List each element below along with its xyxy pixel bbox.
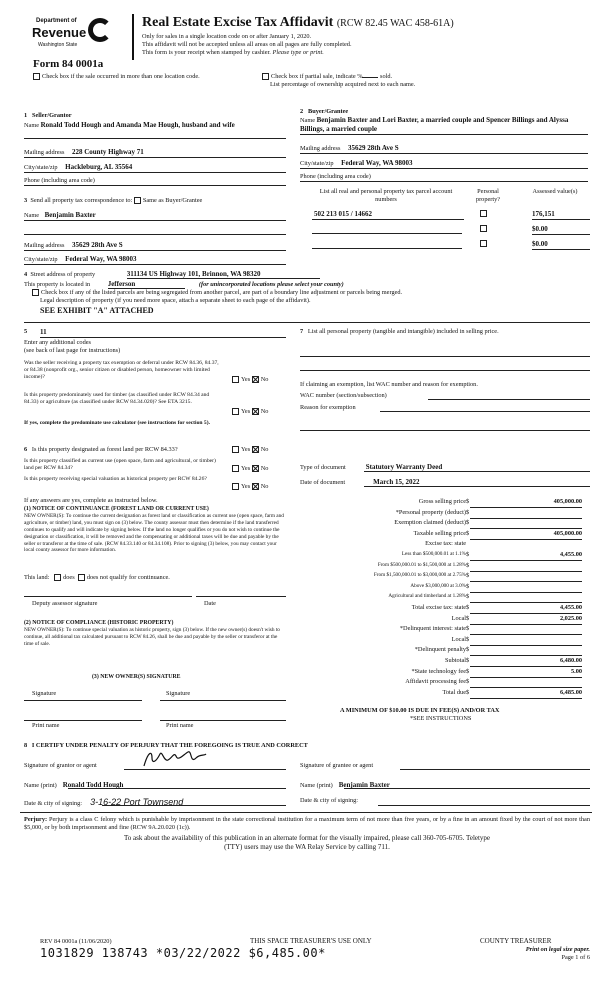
tax-row-label: Above $3,000,000 at 3.0% (410, 582, 466, 589)
dollar-sign: $ (466, 614, 470, 622)
street-label: Street address of property (30, 271, 96, 278)
personal-property-checkbox[interactable] (480, 225, 487, 232)
owner-print-label-2: Print name (166, 722, 194, 729)
location-label: This property is located in (24, 281, 91, 288)
wac-field[interactable] (300, 392, 590, 400)
tax-row-value[interactable]: 6,480.00 (470, 657, 582, 667)
parcel-number-input[interactable] (312, 225, 462, 234)
seller-section-number: 1 (24, 112, 28, 119)
does-checkbox[interactable] (54, 574, 61, 581)
street-section-number: 4 (24, 271, 28, 278)
parcel-header-assessed: Assessed value(s) (532, 188, 578, 195)
sold-label: sold. (380, 73, 393, 80)
tax-row (300, 551, 590, 561)
owner-sig-line-2[interactable] (160, 700, 286, 701)
sec5-q3: If yes, complete the predominate use calculator (see instructions for section 5). (24, 420, 210, 426)
tax-row (300, 498, 590, 508)
tax-row (300, 572, 590, 582)
seller-city-value: Hackleburg, AL 35564 (65, 163, 133, 171)
grantor-sig-label: Signature of grantor or agent (24, 762, 97, 769)
dollar-sign: $ (466, 582, 470, 590)
tax-row-label: Subtotal (445, 657, 466, 664)
dollar-sign: $ (466, 688, 470, 696)
tax-row-value[interactable]: 405,000.00 (470, 530, 582, 540)
partial-sale-label: Check box if partial sale, indicate % (271, 73, 363, 80)
yes-label: Yes (241, 483, 251, 490)
form-number: Form 84 0001a (33, 58, 104, 70)
dollar-sign: $ (466, 508, 470, 516)
dollar-sign: $ (466, 667, 470, 675)
sec6-q4: If any answers are yes, complete as instructed below. (24, 497, 158, 504)
tax-row-label: Local (451, 614, 466, 622)
percentage-note: List percentage of ownership acquired next to each name. (270, 81, 416, 88)
multi-location-checkbox[interactable] (33, 73, 40, 80)
grantee-sig-field[interactable] (300, 762, 590, 770)
assessed-value-input[interactable]: $0.00 (532, 225, 590, 235)
grantor-date-field[interactable] (24, 797, 286, 808)
owner-print-label-1: Print name (32, 722, 60, 729)
tax-row (300, 657, 590, 667)
title-text: Real Estate Excise Tax Affidavit (142, 15, 334, 30)
tax-row-label: Less than $500,000.01 at 1.1% (401, 551, 466, 557)
buyer-city-label: City/state/zip (300, 160, 334, 167)
tax-row (300, 646, 590, 656)
tax-row (300, 678, 590, 688)
segregated-label: Check box if any of the listed parcels are being segregated from another parcel, are part of a boundary line adjustment or parcels being merged. (41, 289, 403, 296)
tax-row-value[interactable]: 6,485.00 (470, 689, 582, 699)
seller-name-value: Ronald Todd Hough and Amanda Mae Hough, husband and wife (40, 121, 235, 129)
notice-continuance-text: NEW OWNER(S): To continue the current designation as forest land or classification as current use (open space, farm and agriculture, or timber) land, you must sign on (3) below. The county assessor must then determine if the land transferred continues to qualify and will indicate by signing below. If the land no longer qualifies or you do not wish to continue the designation or classification, it will be removed and the compensating or additional taxes will be due and payable by the seller or transferor at the time of sale. (RCW 84.33.140 or 84.34.108). Prior to signing (3) below, you may contact your local county assessor for more information. (24, 513, 284, 554)
tax-row-value[interactable] (470, 572, 582, 582)
owner-sig-label-2: Signature (166, 690, 191, 697)
tax-row-label: Gross selling price (418, 498, 466, 505)
treasurer-receipt-stamp: 1031829 138743 *03/22/2022 $6,485.00* (40, 946, 326, 960)
land-label: This land: (24, 574, 50, 581)
page-number: Page 1 of 6 (561, 954, 590, 961)
correspondence-city-field[interactable] (24, 255, 286, 265)
personal-property-checkbox[interactable] (480, 240, 487, 247)
corr-city-label: City/state/zip (24, 256, 58, 263)
note3-text: This form is your receipt when stamped by cashier. (142, 49, 271, 56)
sec6-number: 6 (24, 446, 28, 453)
tax-row-value[interactable]: 2,025.00 (470, 615, 582, 625)
sec5-code[interactable]: 11 (40, 328, 286, 338)
buyer-mail-value: 35629 28th Ave S (347, 144, 399, 152)
tax-row-label: *State technology fee (411, 667, 466, 675)
revenue-logo (28, 14, 118, 54)
multi-location-check[interactable] (33, 73, 200, 81)
grantee-sig-label: Signature of grantee or agent (300, 762, 374, 769)
seller-mail-value: 228 County Highway 71 (71, 148, 144, 156)
parcel-row (312, 240, 592, 252)
buyer-mail-label: Mailing address (300, 145, 341, 152)
sec6-q1-answer[interactable] (232, 446, 268, 454)
tax-row (300, 509, 590, 519)
tax-row-value[interactable] (470, 625, 582, 635)
location-value: Jefferson (108, 280, 186, 289)
page-title (142, 14, 454, 32)
correspondence-name-field[interactable] (24, 211, 286, 221)
tax-row (300, 562, 590, 572)
no-label: No (260, 446, 269, 453)
grantor-name-label: Name (print) (24, 782, 57, 789)
new-owner-sig-heading: (3) NEW OWNER(S) SIGNATURE (92, 674, 181, 680)
does-label: does (63, 574, 75, 581)
tax-row (300, 530, 590, 540)
personal-property-line-2[interactable] (300, 370, 590, 371)
tax-row-label: *Personal property (deduct) (395, 508, 466, 516)
partial-sale-check[interactable] (262, 73, 392, 81)
yes-label: Yes (241, 408, 251, 415)
sec6-q1: Is this property designated as forest land per RCW 84.33? (31, 446, 178, 453)
grantee-date-label: Date & city of signing: (300, 797, 359, 804)
dollar-sign: $ (466, 572, 470, 580)
parcel-row (312, 210, 592, 222)
grantee-name-field[interactable] (300, 781, 590, 790)
reason-field[interactable] (300, 404, 590, 412)
grantor-date-value: 3-16-22 Port Townsend (90, 797, 184, 807)
dept-label: Department of (36, 18, 77, 24)
tax-row-label: Total due (442, 688, 466, 696)
legal-description-label: Legal description of property (if you need more space, attach a separate sheet to each page of the affidavit). (40, 297, 311, 304)
doc-type-label: Type of document (300, 464, 346, 471)
sec6-q3: Is this property receiving special valuation as historical property per RCW 84.26? (24, 476, 207, 482)
sec5-q1: Was the seller receiving a property tax exemption or deferral under RCW 84.36, 84.37, or 84.38 (nonprofit org., senior citizen or disabled person, homeowner with limited income)? (24, 360, 219, 380)
deputy-date-label: Date (204, 600, 216, 607)
notice-compliance-heading: (2) NOTICE OF COMPLIANCE (HISTORIC PROPERTY) (24, 620, 174, 626)
buyer-name-underline (300, 134, 588, 135)
sec7-number: 7 (300, 328, 304, 335)
sec6-q2-answer[interactable] (232, 465, 268, 473)
corr-name-label: Name (24, 212, 40, 219)
yes-label: Yes (241, 376, 251, 383)
dollar-sign: $ (466, 593, 470, 601)
owner-sig-label-1: Signature (32, 690, 57, 697)
location-note: (for unincorporated locations please select your county) (198, 281, 344, 288)
q2-no-checkbox[interactable] (252, 408, 259, 415)
segregated-check[interactable] (32, 289, 592, 297)
partial-sale-checkbox[interactable] (262, 73, 269, 80)
tax-row-label: *Delinquent penalty (414, 646, 466, 654)
sec8-number: 8 (24, 742, 28, 749)
tax-row-label: Total excise tax: state (411, 604, 466, 611)
notice-continuance-heading: (1) NOTICE OF CONTINUANCE (FOREST LAND OR CURRENT USE) (24, 506, 209, 512)
q1-no-checkbox[interactable] (252, 376, 259, 383)
tax-row (300, 540, 590, 550)
reason-line-2[interactable] (300, 430, 590, 431)
sec5-q1-answer[interactable] (232, 376, 268, 384)
accessibility-line-1: To ask about the availability of this publication in an alternate format for the visually impaired, please call 360-705-6705. Teletype (123, 834, 491, 842)
buyer-section-number: 2 (300, 108, 304, 115)
note3-italic: Please type or print. (272, 49, 324, 56)
sec7-row (300, 328, 590, 336)
current-use-no-checkbox[interactable] (252, 465, 259, 472)
tax-row-value[interactable] (470, 646, 582, 656)
tax-row-value[interactable]: 4,455.00 (470, 551, 582, 561)
legal-description-value: SEE EXHIBIT "A" ATTACHED (40, 306, 154, 315)
tax-row-label: Local (451, 635, 466, 643)
assessed-value-input[interactable]: $0.00 (532, 240, 590, 250)
tax-row-value[interactable]: 5.00 (470, 668, 582, 678)
multi-location-label: Check box if the sale occurred in more than one location code. (42, 73, 200, 80)
sec5-codes-label: Enter any additional codes (24, 339, 91, 346)
sec6-q3-answer[interactable] (232, 483, 268, 491)
perjury-text: Perjury is a class C felony which is punishable by imprisonment in the state correctional institution for a maximum term of not more than five years, or by a fine in an amount fixed by the court of not more than $5,000, or by both imprisonment and fine (RCW 9A.20.020 (1c)). (24, 816, 590, 831)
wac-label: WAC number (section/subsection) (300, 392, 387, 399)
parcel-number-input[interactable]: 502 213 015 / 14662 (312, 210, 464, 220)
doc-date-field[interactable] (300, 478, 590, 487)
corr-city-value: Federal Way, WA 98003 (65, 255, 137, 263)
buyer-heading: Buyer/Grantee (308, 108, 349, 115)
does-not-checkbox[interactable] (78, 574, 85, 581)
deputy-sig-label: Deputy assessor signature (32, 600, 98, 607)
tax-row (300, 615, 590, 625)
legal-paper-note (480, 946, 590, 954)
forest-yes-checkbox[interactable] (232, 446, 239, 453)
dollar-sign: $ (466, 529, 470, 537)
seller-name-field[interactable] (24, 121, 286, 130)
no-label: No (260, 408, 269, 415)
tax-row-value[interactable]: 405,000.00 (470, 498, 582, 508)
same-as-buyer-label: Same as Buyer/Grantee (142, 197, 203, 204)
parcel-header-personal: Personal property? (475, 188, 501, 203)
corr-blank-line (24, 234, 286, 235)
minimum-due-note: A MINIMUM OF $10.00 IS DUE IN FEE(S) AND/OR TAX (340, 707, 500, 714)
no-label: No (260, 465, 269, 472)
tax-row-label: Exemption claimed (deduct) (394, 519, 466, 527)
parcel-number-input[interactable] (312, 240, 462, 249)
dollar-sign: $ (466, 635, 470, 643)
street-address-row[interactable] (24, 270, 590, 279)
correspondence-mail-field[interactable] (24, 241, 286, 251)
perjury-statement (24, 816, 590, 832)
buyer-city-value: Federal Way, WA 98003 (341, 159, 413, 167)
assessed-value-input[interactable]: 176,151 (532, 210, 590, 220)
tax-row-label: Excise tax: state (425, 540, 466, 548)
does-not-label: does not qualify for continuance. (86, 574, 170, 581)
buyer-name-label: Name (300, 117, 316, 124)
tax-row (300, 593, 590, 603)
yes-label: Yes (241, 446, 251, 453)
doc-type-value: Statutory Warranty Deed (365, 463, 443, 471)
owner-sig-line-1[interactable] (24, 700, 142, 701)
header-note-2: This affidavit will not be accepted unless all areas on all pages are fully completed. (142, 41, 352, 48)
location-row[interactable] (24, 280, 590, 289)
personal-property-line-1[interactable] (300, 356, 590, 357)
tax-row-value[interactable] (470, 636, 582, 646)
grantor-signature-image (140, 748, 210, 770)
header-note-1: Only for sales in a single location code on or after January 1, 2020. (142, 33, 312, 40)
seller-mail-field[interactable] (24, 148, 286, 158)
revenue-wordmark: Revenue (32, 25, 87, 40)
land-qualify-row (24, 574, 170, 582)
seller-city-field[interactable] (24, 163, 286, 173)
state-label: Washington State (38, 42, 78, 48)
correspondence-label: Send all property tax correspondence to: (30, 197, 133, 204)
buyer-name-field[interactable] (300, 116, 588, 134)
correspondence-row (24, 197, 202, 205)
segregated-checkbox[interactable] (32, 289, 39, 296)
treasurer-use-label: THIS SPACE TREASURER'S USE ONLY (250, 937, 372, 945)
buyer-mail-field[interactable] (300, 144, 588, 154)
doc-type-field[interactable] (300, 463, 590, 472)
sec8-rule (20, 812, 592, 813)
sec5-q2-answer[interactable] (232, 408, 268, 416)
correspondence-section-number: 3 (24, 197, 28, 204)
no-label: No (260, 376, 269, 383)
sec5-number: 5 (24, 328, 28, 335)
current-use-yes-checkbox[interactable] (232, 465, 239, 472)
dollar-sign: $ (466, 561, 470, 569)
tax-row-label: Taxable selling price (413, 529, 466, 537)
forest-no-checkbox[interactable] (252, 446, 259, 453)
historic-yes-checkbox[interactable] (232, 483, 239, 490)
seller-name-label: Name (24, 122, 40, 129)
grantor-name-field[interactable] (24, 781, 286, 790)
exemption-label: If claiming an exemption, list WAC number and reason for exemption. (300, 381, 478, 388)
tax-row-value[interactable] (470, 519, 582, 529)
same-as-buyer-checkbox[interactable] (134, 197, 141, 204)
dollar-sign: $ (466, 498, 470, 505)
tax-row-label: Agricultural and timberland at 1.28% (388, 593, 466, 600)
title-cite: (RCW 82.45 WAC 458-61A) (336, 18, 454, 29)
corr-name-value: Benjamin Baxter (44, 211, 96, 219)
corr-mail-value: 35629 28th Ave S (71, 241, 123, 249)
no-label: No (260, 483, 269, 490)
tax-row (300, 625, 590, 635)
tax-row-value[interactable] (470, 583, 582, 593)
tax-row (300, 519, 590, 529)
deputy-date-line[interactable] (196, 596, 286, 597)
parcel-header-numbers: List all real and personal property tax parcel account numbers (319, 188, 453, 203)
grantor-name-value: Ronald Todd Hough (62, 781, 124, 789)
tax-row-value[interactable] (470, 562, 582, 572)
seller-phone-field[interactable] (24, 177, 286, 186)
owner-print-line-1[interactable] (24, 720, 142, 721)
tax-row-value[interactable] (470, 678, 582, 688)
grantee-name-label: Name (print) (300, 782, 333, 789)
tax-row (300, 636, 590, 646)
tax-row-label: Affidavit processing fee (405, 678, 466, 686)
seller-name-underline (24, 138, 286, 139)
title-rule (132, 14, 134, 60)
tax-row-value[interactable] (470, 593, 582, 603)
certify-statement: I CERTIFY UNDER PENALTY OF PERJURY THAT THE FOREGOING IS TRUE AND CORRECT (31, 742, 308, 749)
street-value: 311134 US Highway 101, Brinnon, WA 98320 (127, 270, 321, 279)
q1-yes-checkbox[interactable] (232, 376, 239, 383)
grantor-date-label: Date & city of signing: (24, 800, 83, 807)
dollar-sign: $ (466, 551, 470, 558)
doc-date-label: Date of document (300, 479, 346, 486)
grantee-name-value: Benjamin Baxter (338, 781, 390, 789)
county-treasurer-label: COUNTY TREASURER (480, 937, 552, 945)
sec6-q2: Is this property classified as current use (open space, farm and agricultural, or timber) land per RCW 84.34? (24, 458, 216, 471)
parcel-row (312, 225, 592, 237)
tax-row (300, 583, 590, 593)
dollar-sign: $ (466, 519, 470, 527)
sec7-text: List all personal property (tangible and intangible) included in selling price. (307, 328, 499, 335)
header-note-3 (142, 49, 324, 57)
buyer-city-field[interactable] (300, 159, 588, 169)
tax-row-label: From $500,000.01 to $1,500,000 at 1.28% (377, 561, 466, 568)
sec5-q2: Is this property predominately used for timber (as classified under RCW 84.34 and 84.33) or agriculture (as classified under RCW 84.34.020)? See ETA 3215. (24, 392, 210, 405)
tax-row-value[interactable] (470, 509, 582, 519)
corr-mail-label: Mailing address (24, 242, 65, 249)
seller-city-label: City/state/zip (24, 164, 58, 171)
seller-phone-label: Phone (including area code) (24, 177, 95, 184)
dollar-sign: $ (466, 657, 470, 664)
dollar-sign: $ (466, 604, 470, 611)
revision-label: REV 84 0001a (11/06/2020) (40, 938, 112, 945)
buyer-phone-field[interactable] (300, 173, 588, 182)
tax-row (300, 668, 590, 678)
deputy-sig-line[interactable] (24, 596, 192, 597)
notice-compliance-text: NEW OWNER(S): To continue special valuation as historic property, sign (3) below. If the new owner(s) doesn't wish to continue, all additional tax calculated pursuant to RCW 84.26, shall be due and payable by the seller or transferor at the time of sale. (24, 627, 280, 647)
legal-paper-text: Print on legal size paper. (525, 946, 590, 953)
see-instructions-note: *SEE INSTRUCTIONS (410, 715, 472, 722)
seller-mail-label: Mailing address (24, 149, 65, 156)
buyer-name-value: Benjamin Baxter and Lori Baxter, a married couple and Spencer Billings and Alyssa Billings, a married couple (300, 116, 569, 133)
tax-row-label: *Delinquent interest: state (399, 625, 466, 633)
q2-yes-checkbox[interactable] (232, 408, 239, 415)
sec5-instructions-label: (see back of last page for instructions) (24, 347, 121, 354)
tax-row-label: From $1,500,000.01 to $3,000,000 at 2.75% (373, 572, 466, 579)
tax-row (300, 604, 590, 614)
personal-property-checkbox[interactable] (480, 210, 487, 217)
dollar-sign: $ (466, 646, 470, 654)
dollar-sign: $ (466, 678, 470, 686)
accessibility-line-2: (TTY) users may use the WA Relay Service by calling 711. (224, 843, 390, 851)
yes-label: Yes (241, 465, 251, 472)
doc-date-value: March 15, 2022 (373, 478, 420, 486)
grantee-date-field[interactable] (300, 797, 590, 805)
tax-row-value[interactable]: 4,455.00 (470, 604, 582, 614)
tax-row (300, 689, 590, 699)
logo-swoosh-icon (88, 18, 112, 42)
owner-print-line-2[interactable] (160, 720, 286, 721)
historic-no-checkbox[interactable] (252, 483, 259, 490)
legal-line (24, 322, 590, 323)
reason-label: Reason for exemption (300, 404, 356, 411)
dollar-sign: $ (466, 625, 470, 633)
perjury-label: Perjury: (24, 816, 48, 823)
seller-heading: Seller/Grantor (32, 112, 72, 119)
buyer-phone-label: Phone (including area code) (300, 173, 371, 180)
